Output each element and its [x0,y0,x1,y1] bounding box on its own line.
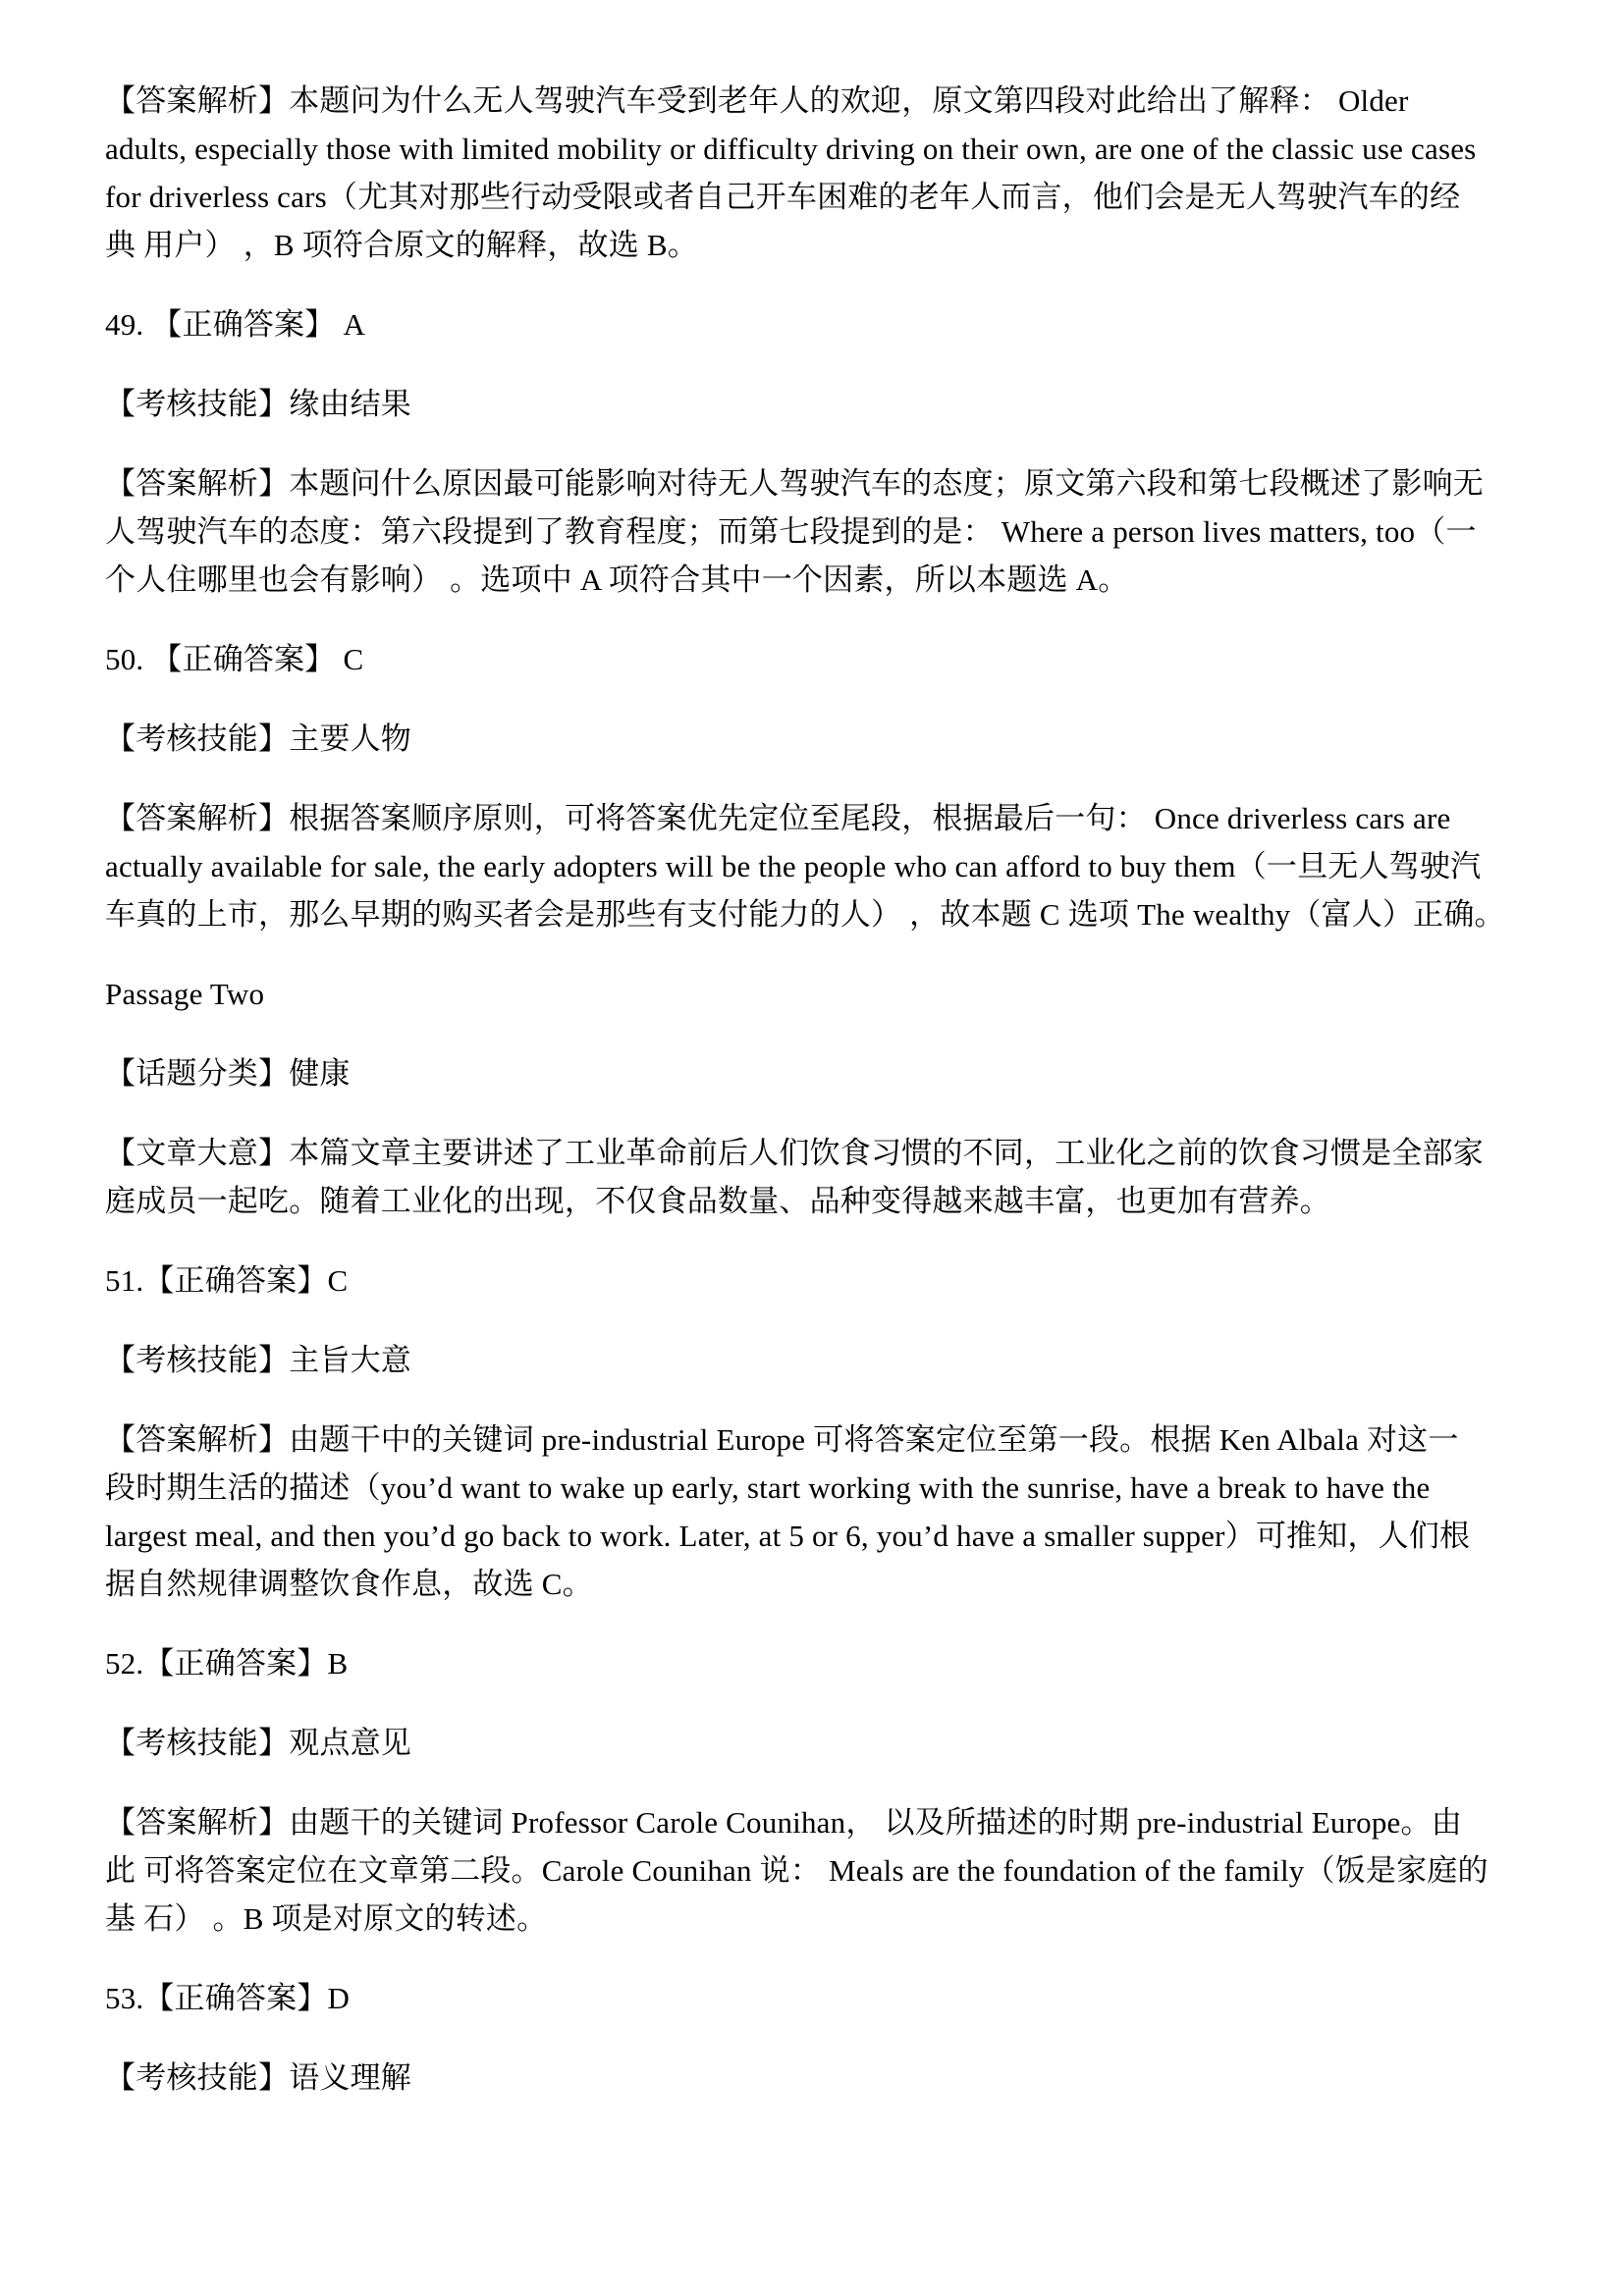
text-line: 此 可将答案定位在文章第二段。Carole Counihan 说： Meals are the foundation of the family（饭是家庭的 [105,1853,1489,1888]
paragraph [105,1336,1536,1384]
paragraph [105,2054,1536,2102]
text-line: 【考核技能】缘由结果 [105,387,411,421]
text-line: 【话题分类】健康 [105,1056,351,1091]
paragraph [105,300,1536,348]
text-line: for driverless cars（尤其对那些行动受限或者自己开车困难的老年人而言，他们会是无人驾驶汽车的经 [105,180,1461,214]
paragraph [105,1129,1536,1225]
text-line: 车真的上市，那么早期的购买者会是那些有支付能力的人） ，故本题 C 选项 The wealthy（富人）正确。 [105,897,1505,932]
paragraph [105,1719,1536,1767]
paragraph [105,1415,1536,1608]
text-line: 【答案解析】由题干的关键词 Professor Carole Counihan， 以及所描述的时期 pre-industrial Europe。由 [105,1805,1462,1840]
text-line: Passage Two [105,977,265,1011]
paragraph [105,715,1536,763]
text-line: 人驾驶汽车的态度：第六段提到了教育程度；而第七段提到的是： Where a person lives matters, too（一 [105,514,1477,549]
paragraph [105,1049,1536,1097]
text-line: 【文章大意】本篇文章主要讲述了工业革命前后人们饮食习惯的不同，工业化之前的饮食习惯是全部家 [105,1136,1484,1170]
text-line: 【考核技能】语义理解 [105,2060,411,2095]
text-line: 【答案解析】本题问什么原因最可能影响对待无人驾驶汽车的态度；原文第六段和第七段概述了影响无 [105,466,1484,501]
paragraph [105,459,1536,604]
paragraph [105,1974,1536,2022]
text-line: 【考核技能】主旨大意 [105,1343,411,1377]
text-line: 典 用户） ，B 项符合原文的解释，故选 B。 [105,228,698,262]
text-line: 庭成员一起吃。随着工业化的出现，不仅食品数量、品种变得越来越丰富，也更加有营养。 [105,1184,1330,1218]
paragraph [105,77,1536,269]
paragraph [105,380,1536,428]
text-line: 52.【正确答案】B [105,1646,349,1681]
text-line: 【答案解析】本题问为什么无人驾驶汽车受到老年人的欢迎，原文第四段对此给出了解释： Older [105,83,1409,118]
text-line: largest meal, and then you’d go back to work. Later, at 5 or 6, you’d have a smaller supper）可推知，人们根 [105,1519,1471,1553]
text-line: 基 石） 。B 项是对原文的转述。 [105,1901,548,1936]
paragraph [105,794,1536,938]
paragraph [105,1256,1536,1305]
text-line: 【考核技能】主要人物 [105,721,411,756]
text-line: 【答案解析】由题干中的关键词 pre-industrial Europe 可将答案定位至第一段。根据 Ken Albala 对这一 [105,1422,1459,1457]
text-line: 【答案解析】根据答案顺序原则，可将答案优先定位至尾段，根据最后一句： Once driverless cars are [105,801,1451,835]
text-line: actually available for sale, the early adopters will be the people who can afford to buy them（一旦无人驾驶汽 [105,849,1482,883]
paragraph [105,635,1536,683]
text-line: 53.【正确答案】D [105,1981,351,2015]
text-line: adults, especially those with limited mobility or difficulty driving on their own, are one of the classic use cases [105,132,1477,166]
paragraph [105,970,1536,1018]
text-line: 个人住哪里也会有影响） 。选项中 A 项符合其中一个因素，所以本题选 A。 [105,562,1129,597]
text-line: 50. 【正确答案】 C [105,642,364,676]
text-line: 据自然规律调整饮食作息，故选 C。 [105,1567,593,1601]
paragraph [105,1639,1536,1687]
paragraph [105,1798,1536,1943]
text-line: 49. 【正确答案】 A [105,307,366,342]
text-line: 【考核技能】观点意见 [105,1726,411,1760]
text-line: 51.【正确答案】C [105,1263,349,1298]
text-line: 段时期生活的描述（you’d want to wake up early, start working with the sunrise, have a break to have the [105,1470,1431,1505]
